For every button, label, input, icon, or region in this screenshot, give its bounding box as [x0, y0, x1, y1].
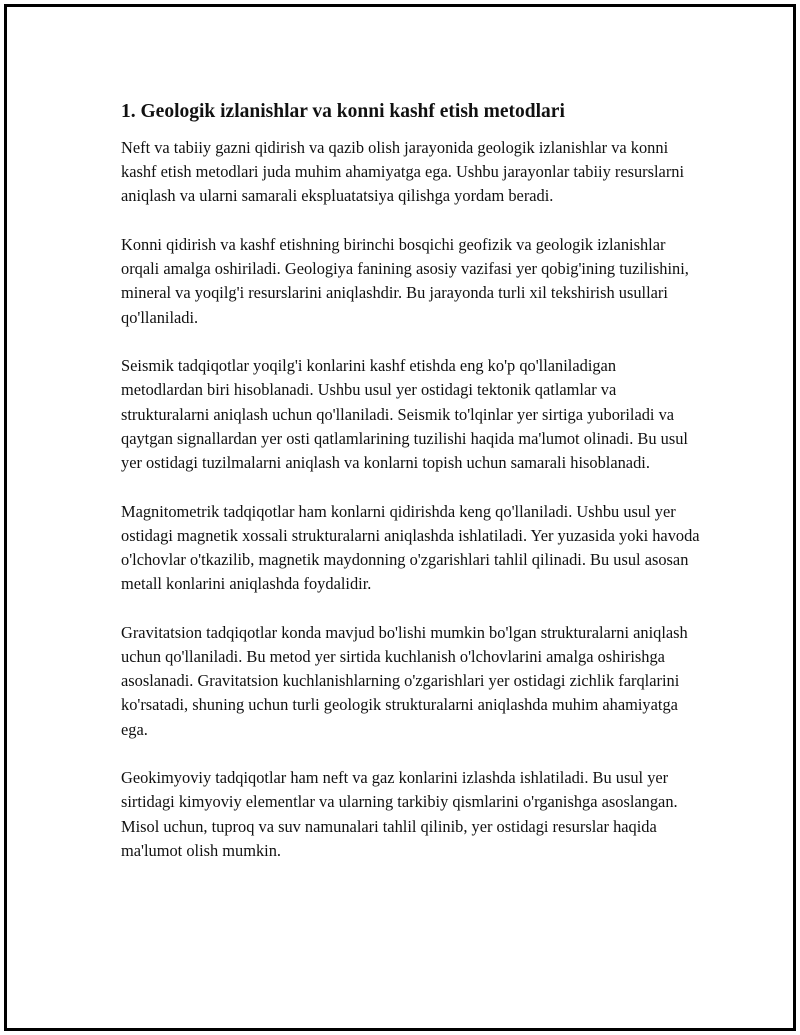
paragraph-magnetometric: Magnitometrik tadqiqotlar ham konlarni qidirishda keng qo'llaniladi. Ushbu usul yer ostidagi magnetik xossali strukturalarni aniqlashda ishlatiladi. Yer yuzasida yoki havoda o'lchovlar o'tkazilib, magnetik maydonning o'zgarishlari tahlil qilinadi. Bu usul asosan metall konlarini aniqlashda foydalidir. [121, 501, 700, 594]
paragraph-first-stage: Konni qidirish va kashf etishning birinchi bosqichi geofizik va geologik izlanishlar orqali amalga oshiriladi. Geologiya fanining asosiy vazifasi yer qobig'ining tuzilishini, mineral va yoqilg'i resurslarini aniqlashdir. Bu jarayonda turli xil tekshirish usullari qo'llaniladi. [121, 235, 689, 327]
page-frame [4, 4, 796, 1031]
paragraph-seismic: Seismik tadqiqotlar yoqilg'i konlarini kashf etishda eng ko'p qo'llaniladigan metodlardan biri hisoblanadi. Ushbu usul yer ostidagi tektonik qatlamlar va strukturalarni aniqlash uchun qo'llaniladi. Seismik to'lqinlar yer sirtiga yuboriladi va qaytgan signallardan yer osti qatlamlarining tuzilishi haqida ma'lumot olinadi. Bu usul yer ostidagi tuzilmalarni aniqlash va konlarni topish uchun samarali hisoblanadi. [121, 356, 688, 473]
paragraph-geochemical: Geokimyoviy tadqiqotlar ham neft va gaz konlarini izlashda ishlatiladi. Bu usul yer sirtidagi kimyoviy elementlar va ularning tarkibiy qismlarini o'rganishga asoslangan. Misol uchun, tuproq va suv namunalari tahlil qilinib, yer ostidagi resurslar haqida ma'lumot olish mumkin. [121, 768, 678, 860]
paragraph-gravitational: Gravitatsion tadqiqotlar konda mavjud bo'lishi mumkin bo'lgan strukturalarni aniqlash uchun qo'llaniladi. Bu metod yer sirtida kuchlanish o'lchovlarini amalga oshirishga asoslanadi. Gravitatsion kuchlanishlarning o'zgarishlari yer ostidagi zichlik farqlarini ko'rsatadi, shuning uchun turli geologik strukturalarni aniqlashda muhim ahamiyatga ega. [121, 622, 688, 739]
document-body [121, 100, 701, 863]
paragraph-intro: Neft va tabiiy gazni qidirish va qazib olish jarayonida geologik izlanishlar va konni kashf etish metodlari juda muhim ahamiyatga ega. Ushbu jarayonlar tabiiy resurslarni aniqlash va ularni samarali ekspluatatsiya qilishga yordam beradi. [121, 138, 685, 206]
section-heading: 1. Geologik izlanishlar va konni kashf etish metodlari [121, 101, 565, 122]
